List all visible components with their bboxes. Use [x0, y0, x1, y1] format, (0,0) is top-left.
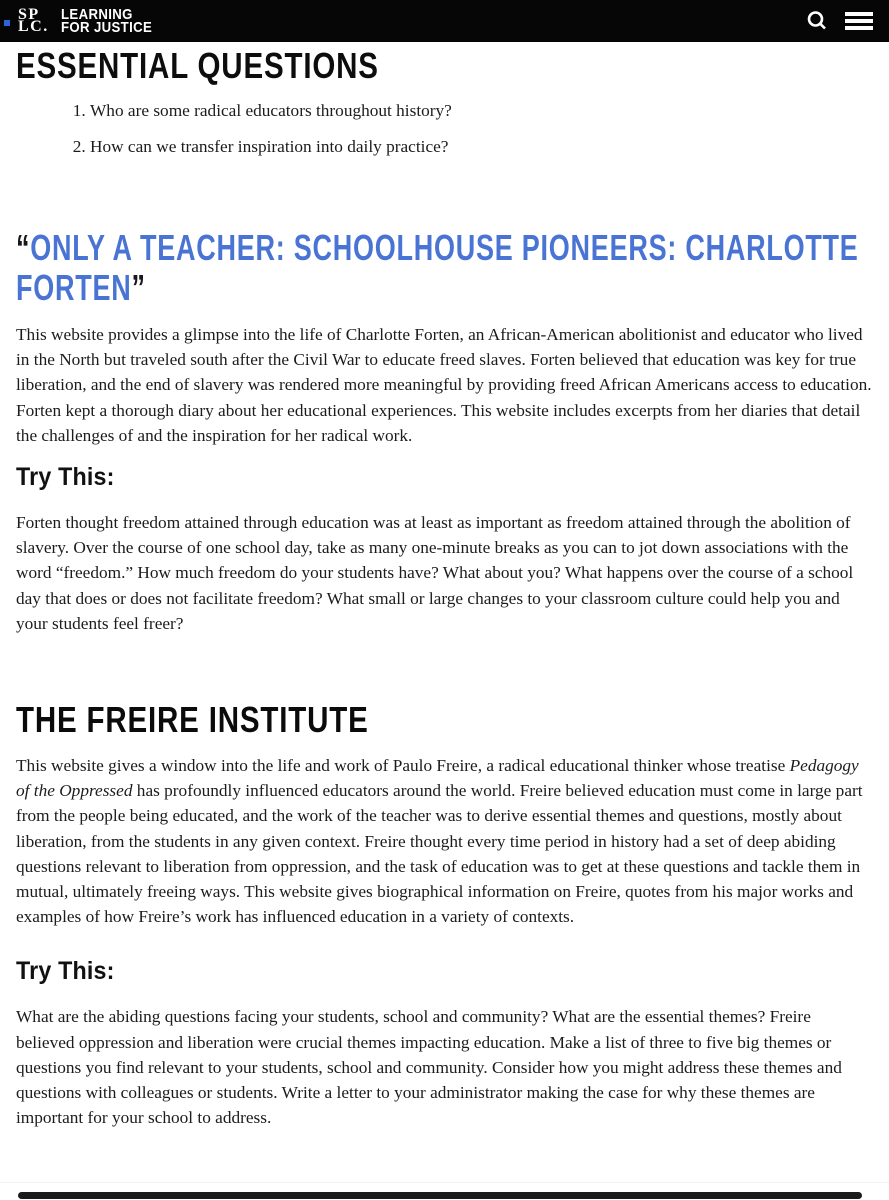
section-title-essential-questions [16, 46, 873, 86]
article-content [0, 46, 889, 1130]
search-icon[interactable] [805, 9, 829, 33]
try-this-heading-freire [16, 956, 873, 986]
section-title-forten [16, 228, 873, 308]
freire-try-this-text: What are the abiding questions facing your students, school and community? What are the essential themes? Freire believed oppression and liberation were crucial themes impacting education. Make a list of three to five big themes or questions you find relevant to your students, school and community. Consider how you might address these themes and questions with colleagues or students. Write a letter to your administrator making the case for why these themes are important for your school to address. [16, 1007, 842, 1128]
section-title-text: ESSENTIAL QUESTIONS [16, 45, 379, 86]
section-title-freire [16, 700, 873, 740]
essential-questions-list [16, 98, 873, 160]
forten-try-this-text: Forten thought freedom attained through education was at least as important as freedom attained through the abolition of slavery. Over the course of one school day, take as many one-minute breaks as you can to jot down associations with the word “freedom.” How much freedom do your students have? What about you? What happens over the course of a school day that does or does not facilitate freedom? What small or large changes to your classroom culture could help you and your students feel freer? [16, 513, 854, 633]
menu-bar [845, 19, 873, 23]
freire-description-end: has profoundly influenced educators around the world. Freire believed education must come in large part from the people being educated, and the work of the teacher was to derive essential themes and questions, mostly about liberation, from the students in any given context. Freire thought every time period in history had a set of deep abiding questions relevant to liberation from oppression, and the task of education was to get at these questions and tackle them in mutual, ultimately freeing ways. This website gives biographical information on Freire, quotes from his major works and examples of how Freire’s work has influenced education in a variety of contexts. [16, 781, 863, 927]
section-title-text [16, 228, 879, 308]
menu-bar [845, 26, 873, 30]
list-item: 1. Who are some radical educators throughout history? [90, 98, 873, 124]
splc-logo-line1: SP [18, 6, 40, 23]
try-this-label: Try This: [16, 463, 115, 492]
freire-description [16, 753, 873, 929]
brand-line1: LEARNING [60, 5, 133, 23]
splc-logo[interactable] [18, 6, 49, 35]
try-this-heading-forten [16, 462, 873, 492]
try-this-label: Try This: [16, 957, 115, 986]
header-actions [805, 9, 873, 33]
section-title-text: THE FREIRE INSTITUTE [16, 699, 369, 741]
site-header [0, 0, 889, 42]
freire-description-start: This website gives a window into the life and work of Paulo Freire, a radical educational thinker whose treatise [16, 756, 790, 776]
horizontal-scrollbar[interactable] [18, 1192, 862, 1199]
menu-icon[interactable] [845, 10, 873, 32]
footer-divider [0, 1182, 889, 1183]
book-title-italic: Pedagogy of the Oppressed [16, 756, 859, 801]
close-quote: ” [131, 267, 146, 308]
forten-description: This website provides a glimpse into the life of Charlotte Forten, an African-American abolitionist and educator who lived in the North but traveled south after the Civil War to educate freed slaves. Forten believed that education was key for true liberation, and the end of slavery was rendered more meaningful by providing freed African Americans access to education. Forten kept a thorough diary about her educational experiences. This website includes excerpts from her diaries that detail the challenges of and the inspiration for her radical work. [16, 325, 872, 445]
splc-logo-line2: LC. [18, 18, 49, 35]
logo-accent-mark [4, 20, 10, 26]
forten-title-text: ONLY A TEACHER: SCHOOLHOUSE PIONEERS: CHARLOTTE FORTEN [16, 227, 859, 308]
list-item: 2. How can we transfer inspiration into daily practice? [90, 134, 873, 160]
menu-bar [845, 12, 873, 16]
open-quote: “ [16, 227, 31, 268]
site-brand[interactable] [60, 5, 152, 36]
brand-line2: FOR JUSTICE [60, 19, 152, 36]
